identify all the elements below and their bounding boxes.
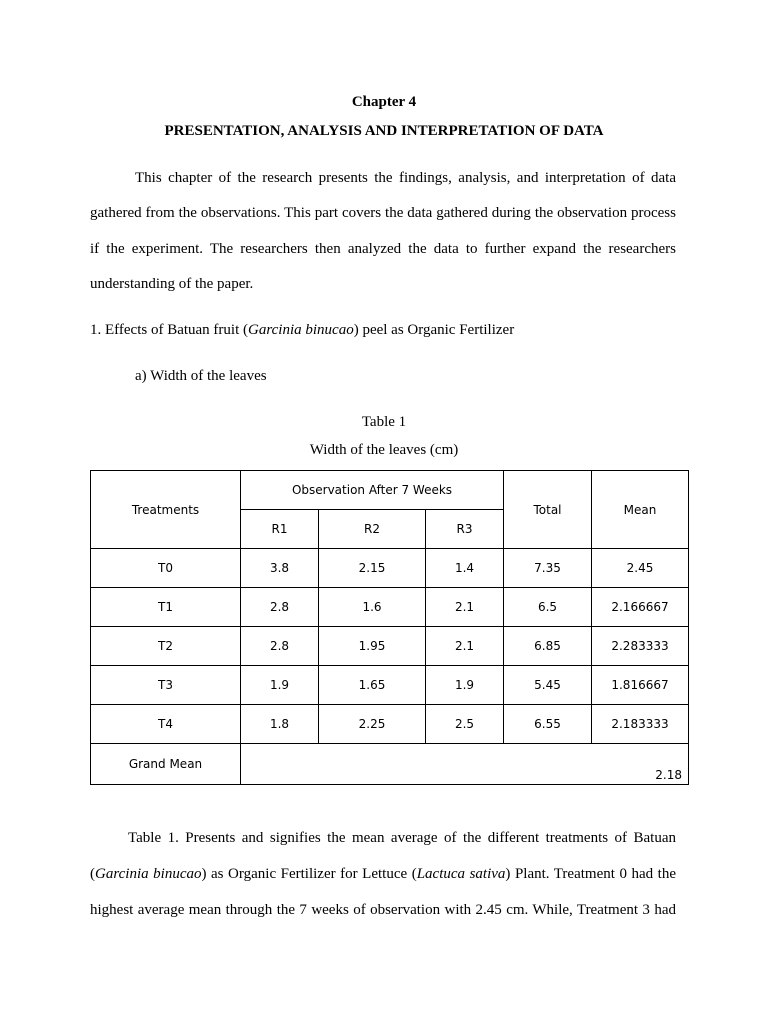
intro-line-4: understanding of the paper. [90,276,254,292]
closing-line-3: highest average mean through the 7 weeks of observation with 2.45 cm. While, Treatment 3 had [90,902,676,918]
cell-r2: 2.25 [319,705,426,744]
cell-mean: 2.283333 [592,627,689,666]
table-row [91,549,689,588]
intro-line-1: This chapter of the research presents the findings, analysis, and interpretation of data [135,170,676,186]
closing-mid-text: ) as Organic Fertilizer for Lettuce ( [201,866,417,882]
chapter-heading: Chapter 4 [351,94,417,110]
intro-line-2: gathered from the observations. This part covers the data gathered during the observation process [90,205,676,221]
closing-species-1: Garcinia binucao [95,866,202,882]
section-prefix: 1. Effects of Batuan fruit ( [90,322,249,338]
table-row [91,588,689,627]
cell-mean: 1.816667 [592,666,689,705]
cell-treatment: T3 [91,666,241,705]
cell-r3: 1.9 [426,666,504,705]
cell-r3: 2.1 [426,588,504,627]
cell-mean: 2.183333 [592,705,689,744]
header-total: Total [504,471,592,549]
grand-mean-row [91,744,689,785]
cell-r2: 2.15 [319,549,426,588]
cell-r3: 2.1 [426,627,504,666]
cell-treatment: T2 [91,627,241,666]
closing-species-2: Lactuca sativa [416,866,506,882]
header-observation: Observation After 7 Weeks [241,471,504,510]
table-number: Table 1 [361,414,407,430]
cell-treatment: T0 [91,549,241,588]
header-mean: Mean [592,471,689,549]
cell-r1: 2.8 [241,627,319,666]
closing-line-2 [90,866,676,883]
header-r2: R2 [319,510,426,549]
cell-r1: 1.8 [241,705,319,744]
header-r1: R1 [241,510,319,549]
cell-r2: 1.65 [319,666,426,705]
cell-r2: 1.95 [319,627,426,666]
header-treatments: Treatments [91,471,241,549]
intro-line-3: if the experiment. The researchers then analyzed the data to further expand the researchers [90,241,676,257]
closing-line-1: Table 1. Presents and signifies the mean average of the different treatments of Batuan [128,830,676,846]
grand-mean-label: Grand Mean [91,744,241,785]
section-heading [90,322,514,339]
table-row [91,666,689,705]
cell-total: 5.45 [504,666,592,705]
cell-total: 6.55 [504,705,592,744]
table-title: Width of the leaves (cm) [309,442,459,458]
subsection-heading: a) Width of the leaves [135,368,267,384]
cell-mean: 2.166667 [592,588,689,627]
grand-mean-value: 2.18 [241,744,689,785]
table-row [91,705,689,744]
cell-treatment: T1 [91,588,241,627]
cell-r3: 1.4 [426,549,504,588]
cell-r1: 3.8 [241,549,319,588]
section-suffix: ) peel as Organic Fertilizer [353,322,515,338]
cell-total: 6.85 [504,627,592,666]
cell-mean: 2.45 [592,549,689,588]
cell-treatment: T4 [91,705,241,744]
width-of-leaves-table [90,470,689,785]
chapter-title: PRESENTATION, ANALYSIS AND INTERPRETATION OF DATA [164,123,604,139]
cell-r2: 1.6 [319,588,426,627]
header-r3: R3 [426,510,504,549]
cell-r3: 2.5 [426,705,504,744]
cell-r1: 2.8 [241,588,319,627]
cell-r1: 1.9 [241,666,319,705]
section-species: Garcinia binucao [248,322,354,338]
table-header-row [91,471,689,510]
cell-total: 7.35 [504,549,592,588]
closing-paren-open: ( [90,866,95,882]
closing-end-text: ) Plant. Treatment 0 had the [505,866,677,882]
table-row [91,627,689,666]
cell-total: 6.5 [504,588,592,627]
